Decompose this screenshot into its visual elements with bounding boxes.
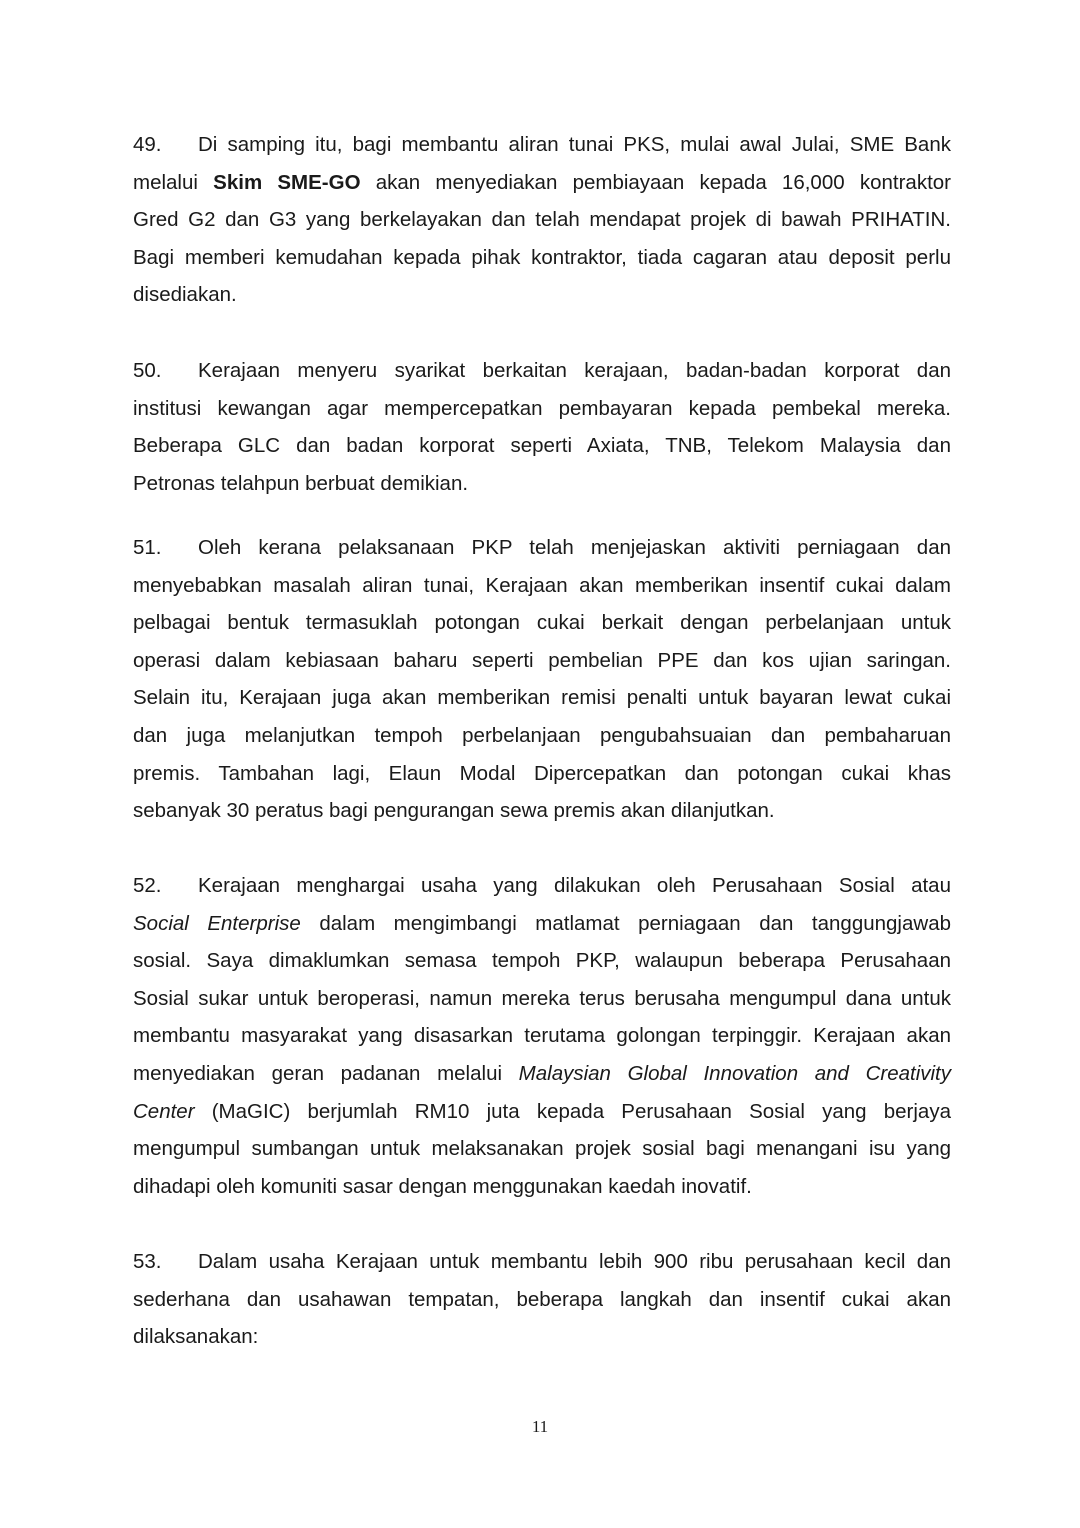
text-line bbox=[133, 567, 951, 605]
text-segment: Beberapa GLC dan badan korporat seperti Axiata, TNB, Telekom Malaysia dan bbox=[133, 434, 951, 458]
text-line bbox=[133, 604, 951, 642]
paragraph-number: 49. bbox=[133, 133, 162, 156]
text-segment: Kerajaan menghargai usaha yang dilakukan oleh Perusahaan Sosial atau bbox=[198, 874, 951, 897]
text-segment: Malaysian Global Innovation and Creativity bbox=[518, 1061, 951, 1085]
text-line bbox=[133, 905, 951, 943]
text-segment: melalui bbox=[133, 170, 214, 194]
text-segment: dalam mengimbangi matlamat perniagaan dan tanggungjawab bbox=[300, 911, 951, 935]
text-line bbox=[133, 1017, 951, 1055]
page-number: 11 bbox=[531, 1417, 549, 1436]
text-line bbox=[133, 201, 951, 239]
paragraph-number: 51. bbox=[133, 536, 162, 559]
text-segment: sederhana dan usahawan tempatan, beberapa langkah dan insentif cukai akan bbox=[133, 1287, 951, 1311]
paragraph-53 bbox=[133, 1243, 951, 1356]
text-line bbox=[133, 980, 951, 1018]
paragraph-52 bbox=[133, 867, 951, 1205]
text-line bbox=[133, 1318, 951, 1356]
text-line bbox=[133, 679, 951, 717]
text-line bbox=[133, 465, 951, 503]
text-line bbox=[133, 427, 951, 465]
text-segment: mengumpul sumbangan untuk melaksanakan projek sosial bagi menangani isu yang bbox=[133, 1137, 951, 1161]
text-line bbox=[133, 942, 951, 980]
paragraph-51 bbox=[133, 529, 951, 830]
text-line bbox=[133, 164, 951, 202]
paragraph-number: 50. bbox=[133, 359, 162, 382]
text-segment: dihadapi oleh komuniti sasar dengan menggunakan kaedah inovatif. bbox=[133, 1174, 752, 1198]
paragraph-number: 52. bbox=[133, 874, 162, 897]
text-line bbox=[133, 126, 951, 164]
text-segment: menyediakan geran padanan melalui bbox=[133, 1061, 519, 1085]
text-line bbox=[133, 529, 951, 567]
text-line bbox=[133, 1130, 951, 1168]
text-segment: Sosial sukar untuk beroperasi, namun mereka terus berusaha mengumpul dana untuk bbox=[133, 986, 951, 1010]
text-segment: Skim SME-GO bbox=[213, 170, 361, 194]
text-line bbox=[133, 1093, 951, 1131]
text-segment: dilaksanakan: bbox=[133, 1325, 259, 1349]
text-segment: Center bbox=[133, 1099, 195, 1123]
text-segment: institusi kewangan agar mempercepatkan pembayaran kepada pembekal mereka. bbox=[133, 396, 951, 420]
text-segment: Bagi memberi kemudahan kepada pihak kontraktor, tiada cagaran atau deposit perlu bbox=[133, 245, 951, 269]
text-segment: sosial. Saya dimaklumkan semasa tempoh PKP, walaupun beberapa Perusahaan bbox=[133, 949, 951, 973]
text-segment: (MaGIC) berjumlah RM10 juta kepada Perusahaan Sosial yang berjaya bbox=[194, 1099, 951, 1123]
text-segment: sebanyak 30 peratus bagi pengurangan sewa premis akan dilanjutkan. bbox=[133, 799, 775, 823]
text-line bbox=[133, 1055, 951, 1093]
paragraph-49 bbox=[133, 126, 951, 314]
text-line bbox=[133, 1281, 951, 1319]
text-segment: Kerajaan menyeru syarikat berkaitan kerajaan, badan-badan korporat dan bbox=[198, 359, 951, 382]
text-segment: Selain itu, Kerajaan juga akan memberikan remisi penalti untuk bayaran lewat cukai bbox=[133, 686, 951, 710]
text-line bbox=[133, 1243, 951, 1281]
text-segment: Di samping itu, bagi membantu aliran tunai PKS, mulai awal Julai, SME Bank bbox=[198, 133, 951, 156]
paragraph-number: 53. bbox=[133, 1250, 162, 1273]
text-line bbox=[133, 1168, 951, 1206]
text-segment: dan juga melanjutkan tempoh perbelanjaan pengubahsuaian dan pembaharuan bbox=[133, 723, 951, 747]
text-line bbox=[133, 792, 951, 830]
text-line bbox=[133, 352, 951, 390]
text-segment: Gred G2 dan G3 yang berkelayakan dan telah mendapat projek di bawah PRIHATIN. bbox=[133, 208, 951, 232]
text-segment: membantu masyarakat yang disasarkan terutama golongan terpinggir. Kerajaan akan bbox=[133, 1024, 951, 1048]
text-segment: Dalam usaha Kerajaan untuk membantu lebih 900 ribu perusahaan kecil dan bbox=[198, 1250, 951, 1273]
paragraph-50 bbox=[133, 352, 951, 502]
text-segment: operasi dalam kebiasaan baharu seperti pembelian PPE dan kos ujian saringan. bbox=[133, 648, 951, 672]
text-segment: akan menyediakan pembiayaan kepada 16,000 kontraktor bbox=[360, 170, 951, 194]
text-segment: Oleh kerana pelaksanaan PKP telah menjejaskan aktiviti perniagaan dan bbox=[198, 536, 951, 559]
text-line bbox=[133, 276, 951, 314]
text-segment: disediakan. bbox=[133, 283, 237, 307]
text-line bbox=[133, 755, 951, 793]
text-line bbox=[133, 239, 951, 277]
text-segment: premis. Tambahan lagi, Elaun Modal Dipercepatkan dan potongan cukai khas bbox=[133, 761, 951, 785]
text-line bbox=[133, 867, 951, 905]
text-line bbox=[133, 642, 951, 680]
text-line bbox=[133, 390, 951, 428]
text-segment: pelbagai bentuk termasuklah potongan cukai berkait dengan perbelanjaan untuk bbox=[133, 611, 951, 635]
text-segment: Petronas telahpun berbuat demikian. bbox=[133, 471, 469, 495]
text-line bbox=[133, 717, 951, 755]
text-segment: menyebabkan masalah aliran tunai, Kerajaan akan memberikan insentif cukai dalam bbox=[133, 573, 951, 597]
text-segment: Social Enterprise bbox=[133, 911, 301, 935]
